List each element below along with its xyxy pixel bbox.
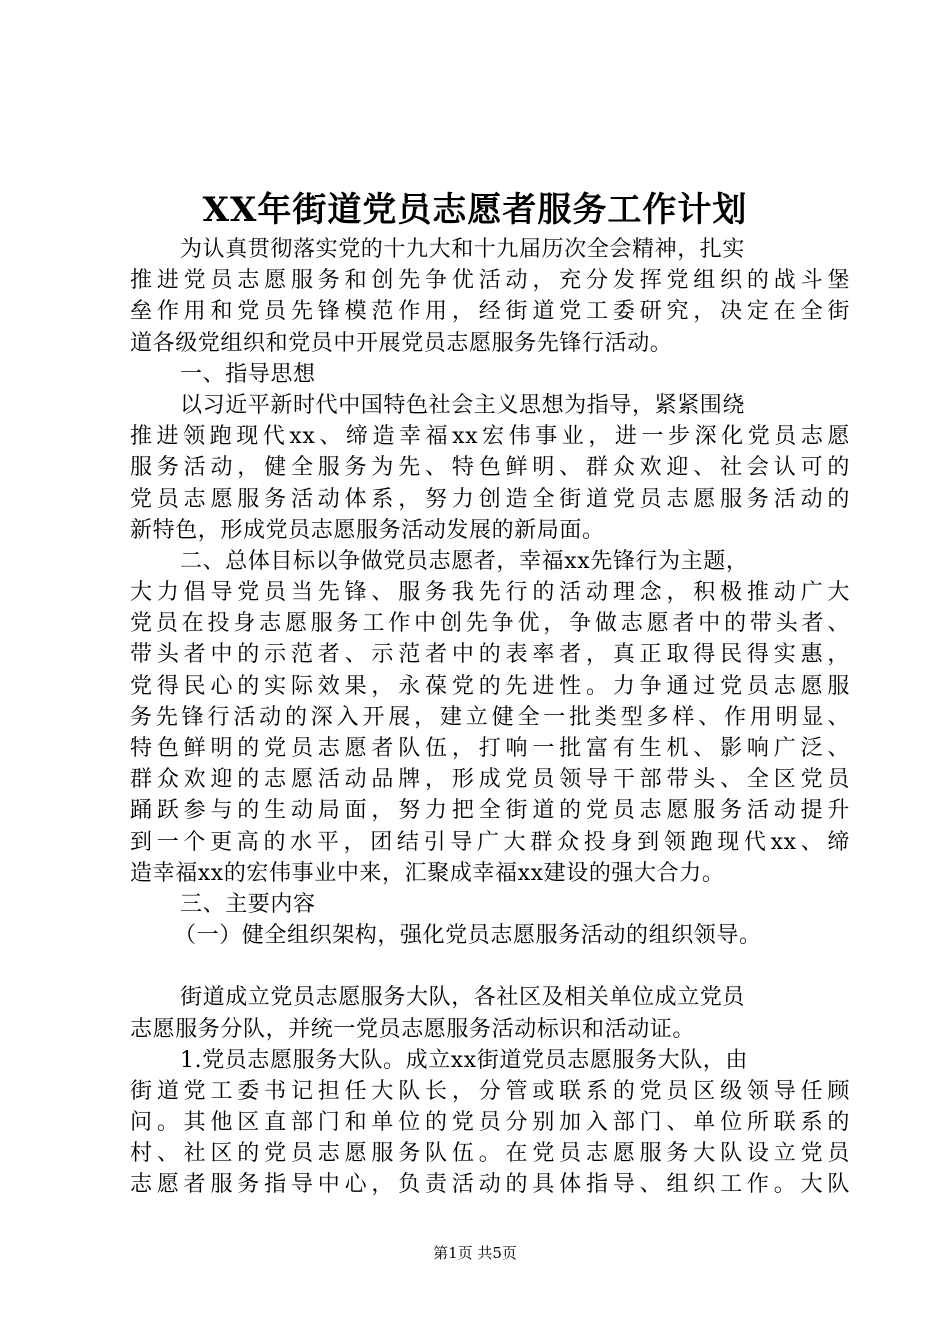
paragraph-line: 党得民心的实际效果，永葆党的先进性。力争通过党员志愿服 (130, 673, 850, 699)
paragraph-line: 街道成立党员志愿服务大队，各社区及相关单位成立党员 (180, 985, 746, 1011)
paragraph-line: 街道党工委书记担任大队长，分管或联系的党员区级领导任顾 (130, 1078, 850, 1104)
section-heading: 一、指导思想 (180, 361, 316, 387)
paragraph-line: 垒作用和党员先锋模范作用，经街道党工委研究，决定在全街 (130, 299, 850, 325)
paragraph-line: 特色鲜明的党员志愿者队伍，打响一批富有生机、影响广泛、 (130, 736, 850, 761)
paragraph-line: 群众欢迎的志愿活动品牌，形成党员领导干部带头、全区党员 (130, 767, 850, 793)
paragraph-line: 道各级党组织和党员中开展党员志愿服务先锋行活动。 (130, 330, 673, 356)
paragraph-line: 以习近平新时代中国特色社会主义思想为指导，紧紧围绕 (180, 392, 746, 418)
paragraph-line: 踊跃参与的生动局面，努力把全街道的党员志愿服务活动提升 (130, 798, 850, 824)
paragraph-line: 党员在投身志愿服务工作中创先争优，争做志愿者中的带头者、 (130, 611, 850, 637)
paragraph-line: 造幸福xx的宏伟事业中来，汇聚成幸福xx建设的强大合力。 (130, 860, 725, 886)
paragraph-line: 大力倡导党员当先锋、服务我先行的活动理念，积极推动广大 (130, 580, 850, 606)
paragraph-line: 推进党员志愿服务和创先争优活动，充分发挥党组织的战斗堡 (130, 268, 850, 294)
paragraph-gap (130, 951, 850, 982)
paragraph-line: 务先锋行活动的深入开展，建立健全一批类型多样、作用明显、 (130, 704, 850, 730)
paragraph-line: 党员志愿服务活动体系，努力创造全街道党员志愿服务活动的 (130, 486, 850, 512)
paragraph-line: 1.党员志愿服务大队。成立xx街道党员志愿服务大队，由 (180, 1047, 749, 1073)
paragraph-line: 志愿服务分队，并统一党员志愿服务活动标识和活动证。 (130, 1016, 696, 1042)
paragraph-line: 二、总体目标以争做党员志愿者，幸福xx先锋行为主题， (180, 548, 749, 574)
paragraph-line: 带头者中的示范者、示范者中的表率者，真正取得民得实惠， (130, 642, 850, 668)
page-footer: 第1页 共5页 (433, 1244, 517, 1262)
paragraph-line: 推进领跑现代xx、缔造幸福xx宏伟事业，进一步深化党员志愿 (130, 424, 850, 450)
section-heading: 三、主要内容 (180, 891, 316, 917)
document-body (130, 234, 850, 1201)
document-title: XX年街道党员志愿者服务工作计划 (202, 190, 748, 230)
paragraph-line: 问。其他区直部门和单位的党员分别加入部门、单位所联系的 (130, 1110, 850, 1136)
paragraph-line: 村、社区的党员志愿服务队伍。在党员志愿服务大队设立党员 (130, 1141, 850, 1167)
paragraph-line: 为认真贯彻落实党的十九大和十九届历次全会精神，扎实 (180, 237, 746, 262)
paragraph-line: 到一个更高的水平，团结引导广大群众投身到领跑现代xx、缔 (130, 829, 850, 855)
paragraph-line: 新特色，形成党员志愿服务活动发展的新局面。 (130, 517, 605, 543)
paragraph-line: 志愿者服务指导中心，负责活动的具体指导、组织工作。大队 (130, 1172, 850, 1198)
paragraph-line: 服务活动，健全服务为先、特色鲜明、群众欢迎、社会认可的 (130, 455, 850, 481)
subsection-heading: （一）健全组织架构，强化党员志愿服务活动的组织领导。 (174, 923, 762, 949)
